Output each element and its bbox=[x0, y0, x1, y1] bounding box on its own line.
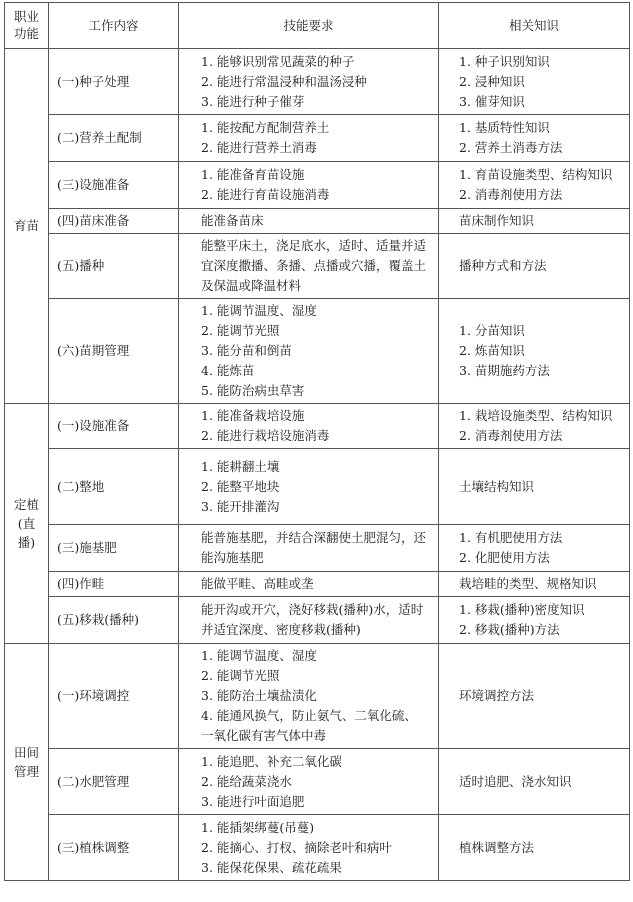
skill-item: 3. 能分苗和倒苗 bbox=[201, 343, 292, 358]
knowledge-item: 适时追肥、浇水知识 bbox=[459, 773, 572, 789]
knowledge-item: 2. 消毒剂使用方法 bbox=[459, 428, 563, 443]
knowledge-item: 栽培畦的类型、规格知识 bbox=[459, 576, 597, 591]
work-content-cell: (三)植株调整 bbox=[49, 815, 179, 881]
skill-item: 3. 能保花保果、疏花疏果 bbox=[201, 859, 342, 875]
skills-cell bbox=[179, 815, 439, 881]
skill-item: 3. 能开排灌沟 bbox=[201, 498, 280, 514]
skill-item: 能做平畦、高畦或垄 bbox=[201, 576, 314, 591]
skills-cell bbox=[179, 49, 439, 115]
work-content-cell: (五)播种 bbox=[49, 234, 179, 299]
table-body bbox=[5, 49, 630, 881]
table-row bbox=[5, 299, 630, 404]
knowledge-cell bbox=[439, 815, 630, 881]
skills-cell bbox=[179, 209, 439, 234]
header-row bbox=[5, 3, 630, 49]
table-row bbox=[5, 815, 630, 881]
table-row bbox=[5, 644, 630, 749]
knowledge-cell bbox=[439, 449, 630, 525]
knowledge-item: 3. 催芽知识 bbox=[459, 93, 525, 109]
knowledge-item: 1. 有机肥使用方法 bbox=[459, 530, 563, 545]
work-content-cell: (三)设施准备 bbox=[49, 162, 179, 209]
knowledge-item: 2. 浸种知识 bbox=[459, 73, 525, 89]
skill-item: 1. 能准备育苗设施 bbox=[201, 167, 305, 182]
skills-cell bbox=[179, 525, 439, 572]
work-content-cell: (一)种子处理 bbox=[49, 49, 179, 115]
knowledge-item: 1. 分苗知识 bbox=[459, 323, 525, 338]
skills-paragraph: 能整平床土，浇足底水，适时、适量并适宜深度撒播、条播、点播或穴播，覆盖土及保温或降温材料 bbox=[201, 238, 427, 293]
knowledge-item: 植株调整方法 bbox=[459, 839, 535, 855]
function-cell bbox=[5, 404, 49, 644]
knowledge-item: 1. 种子识别知识 bbox=[459, 53, 550, 69]
skill-item: 2. 能摘心、打杈、摘除老叶和病叶 bbox=[201, 839, 392, 855]
knowledge-item: 2. 化肥使用方法 bbox=[459, 550, 550, 565]
table-row bbox=[5, 597, 630, 644]
skill-item: 能准备苗床 bbox=[201, 213, 264, 228]
skills-cell bbox=[179, 115, 439, 162]
function-label: 定植(直播) bbox=[13, 496, 39, 550]
skill-item: 1. 能调节温度、湿度 bbox=[201, 648, 317, 663]
table-row bbox=[5, 234, 630, 299]
knowledge-item: 1. 栽培设施类型、结构知识 bbox=[459, 408, 613, 423]
knowledge-item: 环境调控方法 bbox=[459, 688, 535, 703]
knowledge-item: 2. 移栽(播种)方法 bbox=[459, 622, 560, 637]
work-content-cell: (二)整地 bbox=[49, 449, 179, 525]
knowledge-item: 2. 炼苗知识 bbox=[459, 343, 525, 358]
skill-item: 1. 能够识别常见蔬菜的种子 bbox=[201, 53, 355, 69]
skills-cell bbox=[179, 404, 439, 449]
knowledge-cell bbox=[439, 299, 630, 404]
knowledge-item: 1. 育苗设施类型、结构知识 bbox=[459, 167, 613, 182]
skill-item: 2. 能进行栽培设施消毒 bbox=[201, 428, 330, 443]
table-row bbox=[5, 49, 630, 115]
skill-item: 3. 能进行种子催芽 bbox=[201, 93, 305, 109]
skills-table bbox=[4, 2, 630, 881]
knowledge-cell bbox=[439, 209, 630, 234]
knowledge-cell bbox=[439, 525, 630, 572]
skills-cell bbox=[179, 572, 439, 597]
table-row bbox=[5, 115, 630, 162]
knowledge-item: 播种方式和方法 bbox=[459, 258, 547, 273]
skill-item: 2. 能进行育苗设施消毒 bbox=[201, 187, 330, 202]
knowledge-cell bbox=[439, 404, 630, 449]
skill-item: 4. 能通风换气，防止氨气、二氧化硫、一氧化碳有害气体中毒 bbox=[201, 708, 417, 743]
header-content: 工作内容 bbox=[49, 3, 179, 49]
skill-item: 1. 能调节温度、湿度 bbox=[201, 303, 317, 318]
skill-item: 2. 能调节光照 bbox=[201, 323, 280, 338]
work-content-cell: (三)施基肥 bbox=[49, 525, 179, 572]
skill-item: 1. 能耕翻土壤 bbox=[201, 458, 280, 474]
knowledge-cell bbox=[439, 49, 630, 115]
knowledge-item: 2. 营养土消毒方法 bbox=[459, 140, 563, 155]
work-content-cell: (二)水肥管理 bbox=[49, 749, 179, 815]
skills-cell bbox=[179, 299, 439, 404]
knowledge-item: 土壤结构知识 bbox=[459, 478, 535, 494]
work-content-cell: (五)移栽(播种) bbox=[49, 597, 179, 644]
skill-item: 2. 能进行营养土消毒 bbox=[201, 140, 317, 155]
skill-item: 3. 能防治土壤盐渍化 bbox=[201, 688, 317, 703]
function-cell bbox=[5, 49, 49, 404]
skill-item: 2. 能调节光照 bbox=[201, 668, 280, 683]
skills-paragraph: 能普施基肥，并结合深翻使土肥混匀，还能沟施基肥 bbox=[201, 530, 427, 565]
work-content-cell: (六)苗期管理 bbox=[49, 299, 179, 404]
knowledge-cell bbox=[439, 572, 630, 597]
table-row bbox=[5, 404, 630, 449]
work-content-cell: (一)环境调控 bbox=[49, 644, 179, 749]
skill-item: 2. 能给蔬菜浇水 bbox=[201, 773, 292, 789]
skill-item: 2. 能进行常温浸种和温汤浸种 bbox=[201, 73, 367, 89]
knowledge-cell bbox=[439, 115, 630, 162]
skill-item: 3. 能进行叶面追肥 bbox=[201, 793, 305, 809]
skills-cell bbox=[179, 644, 439, 749]
knowledge-item: 1. 基质特性知识 bbox=[459, 120, 550, 135]
table-row bbox=[5, 449, 630, 525]
skill-item: 4. 能炼苗 bbox=[201, 363, 255, 378]
work-content-cell: (四)作畦 bbox=[49, 572, 179, 597]
table-row bbox=[5, 749, 630, 815]
knowledge-cell bbox=[439, 234, 630, 299]
work-content-cell: (二)营养土配制 bbox=[49, 115, 179, 162]
table-row bbox=[5, 525, 630, 572]
knowledge-cell bbox=[439, 162, 630, 209]
skills-paragraph: 能开沟或开穴，浇好移栽(播种)水，适时并适宜深度、密度移栽(播种) bbox=[201, 602, 424, 637]
skills-cell bbox=[179, 234, 439, 299]
skill-item: 1. 能按配方配制营养土 bbox=[201, 120, 330, 135]
work-content-cell: (四)苗床准备 bbox=[49, 209, 179, 234]
header-function: 职业功能 bbox=[5, 3, 49, 49]
skills-table-container bbox=[4, 2, 629, 881]
skill-item: 2. 能整平地块 bbox=[201, 478, 280, 494]
skill-item: 5. 能防治病虫草害 bbox=[201, 383, 305, 398]
header-skills: 技能要求 bbox=[179, 3, 439, 49]
knowledge-item: 苗床制作知识 bbox=[459, 213, 535, 228]
skills-cell bbox=[179, 162, 439, 209]
work-content-cell: (一)设施准备 bbox=[49, 404, 179, 449]
skills-cell bbox=[179, 749, 439, 815]
skill-item: 1. 能追肥、补充二氧化碳 bbox=[201, 753, 342, 769]
function-label: 育苗 bbox=[13, 218, 39, 233]
skills-cell bbox=[179, 597, 439, 644]
knowledge-item: 2. 消毒剂使用方法 bbox=[459, 187, 563, 202]
knowledge-item: 3. 苗期施药方法 bbox=[459, 363, 550, 378]
skill-item: 1. 能准备栽培设施 bbox=[201, 408, 305, 423]
table-row bbox=[5, 572, 630, 597]
knowledge-item: 1. 移栽(播种)密度知识 bbox=[459, 602, 585, 617]
skill-item: 1. 能插架绑蔓(吊蔓) bbox=[201, 819, 315, 835]
skills-cell bbox=[179, 449, 439, 525]
knowledge-cell bbox=[439, 749, 630, 815]
knowledge-cell bbox=[439, 644, 630, 749]
table-row bbox=[5, 162, 630, 209]
header-knowledge: 相关知识 bbox=[439, 3, 630, 49]
knowledge-cell bbox=[439, 597, 630, 644]
function-cell bbox=[5, 644, 49, 881]
table-row bbox=[5, 209, 630, 234]
function-label: 田间管理 bbox=[13, 744, 39, 779]
